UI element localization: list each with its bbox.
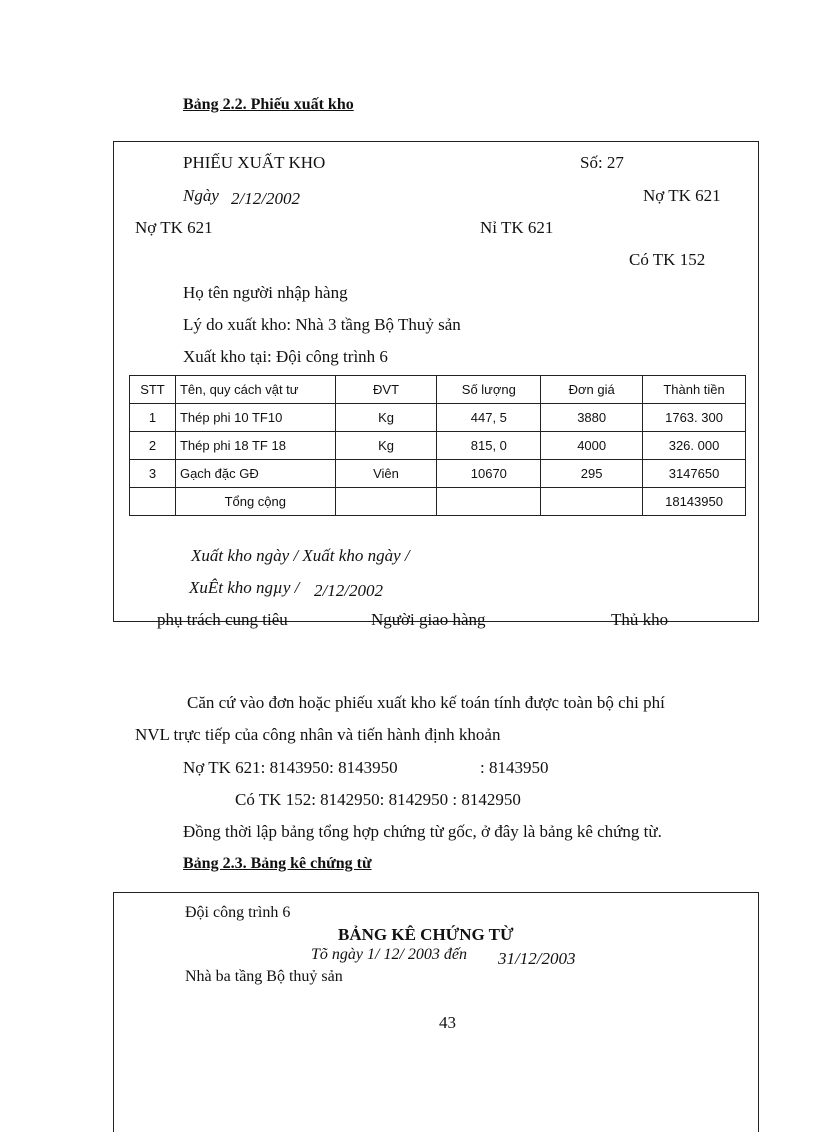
- cell: 2: [130, 432, 176, 460]
- ledger-period-date: 31/12/2003: [498, 949, 576, 968]
- sign-date-line-1: Xuất kho ngày / Xuất kho ngày /: [191, 546, 410, 565]
- receipt-title: PHIẾU XUẤT KHO: [183, 153, 326, 172]
- reason-line: Lý do xuất kho: Nhà 3 tầng Bộ Thuỷ sản: [183, 315, 461, 334]
- sign-date-line-2-date: 2/12/2002: [314, 581, 383, 600]
- cell: 1: [130, 404, 176, 432]
- col-header: ĐVT: [335, 376, 437, 404]
- cell: 3147650: [643, 460, 746, 488]
- cell: [335, 488, 437, 516]
- total-label: Tổng cộng: [175, 488, 335, 516]
- entry-credit: Có TK 152: 8142950: 8142950 : 8142950: [235, 790, 521, 809]
- table-row: [130, 460, 746, 488]
- table-row: [130, 404, 746, 432]
- cell: [437, 488, 541, 516]
- receipt-number: Số: 27: [580, 153, 624, 172]
- cell: 326. 000: [643, 432, 746, 460]
- sign-date-line-2-prefix: XuÊt kho ngµy /: [189, 578, 300, 597]
- table-2-3-heading: Bảng 2.3. Bảng kê chứng từ: [183, 855, 372, 872]
- paragraph-line-1: Căn cứ vào đơn hoặc phiếu xuất kho kế toán tính được toàn bộ chi phí: [187, 693, 665, 712]
- table-2-2-heading: Bảng 2.2. Phiếu xuất kho: [183, 96, 354, 113]
- cell: Thép phi 10 TF10: [175, 404, 335, 432]
- no-tk-left: Nợ TK 621: [135, 218, 213, 237]
- cell: 1763. 300: [643, 404, 746, 432]
- paragraph-3: Đồng thời lập bảng tổng hợp chứng từ gốc, ở đây là bảng kê chứng từ.: [183, 822, 662, 841]
- ledger-unit: Đội công trình 6: [185, 904, 291, 921]
- cell: Kg: [335, 432, 437, 460]
- no-tk-right: Nợ TK 621: [643, 186, 721, 205]
- col-header: Tên, quy cách vật tư: [175, 376, 335, 404]
- col-header: Đơn giá: [541, 376, 643, 404]
- cell: 10670: [437, 460, 541, 488]
- signer-storekeeper: Thủ kho: [611, 610, 669, 629]
- location-line: Xuất kho tại: Đội công trình 6: [183, 347, 388, 366]
- cell: Gạch đặc GĐ: [175, 460, 335, 488]
- cell: [541, 488, 643, 516]
- receipt-date-value: 2/12/2002: [231, 189, 300, 208]
- total-row: [130, 488, 746, 516]
- entry-debit-a: Nợ TK 621: 8143950: 8143950: [183, 758, 398, 777]
- signer-supply: phụ trách cung tiêu: [157, 610, 288, 629]
- cell: 815, 0: [437, 432, 541, 460]
- ledger-project: Nhà ba tầng Bộ thuỷ sản: [185, 968, 343, 985]
- table-row: [130, 432, 746, 460]
- cell: 295: [541, 460, 643, 488]
- total-value: 18143950: [643, 488, 746, 516]
- entry-debit-b: : 8143950: [480, 758, 549, 777]
- issue-items-table: [129, 375, 746, 516]
- cell: 3880: [541, 404, 643, 432]
- page-number: 43: [439, 1013, 456, 1032]
- receipt-date-label: Ngày: [183, 186, 219, 205]
- cell: [130, 488, 176, 516]
- ni-tk: Nỉ TK 621: [480, 218, 554, 237]
- cell: 447, 5: [437, 404, 541, 432]
- table-header-row: [130, 376, 746, 404]
- recipient-line: Họ tên người nhập hàng: [183, 283, 348, 302]
- col-header: Thành tiền: [643, 376, 746, 404]
- cell: Kg: [335, 404, 437, 432]
- col-header: STT: [130, 376, 176, 404]
- co-tk: Có TK 152: [629, 250, 706, 269]
- cell: Thép phi 18 TF 18: [175, 432, 335, 460]
- ledger-title: BẢNG KÊ CHỨNG TỪ: [338, 925, 514, 944]
- ledger-period-prefix: Tõ ngày 1/ 12/ 2003 đến: [311, 946, 467, 963]
- col-header: Số lượng: [437, 376, 541, 404]
- cell: Viên: [335, 460, 437, 488]
- cell: 3: [130, 460, 176, 488]
- cell: 4000: [541, 432, 643, 460]
- paragraph-line-2: NVL trực tiếp của công nhân và tiến hành định khoản: [135, 725, 501, 744]
- signer-deliverer: Người giao hàng: [371, 610, 486, 629]
